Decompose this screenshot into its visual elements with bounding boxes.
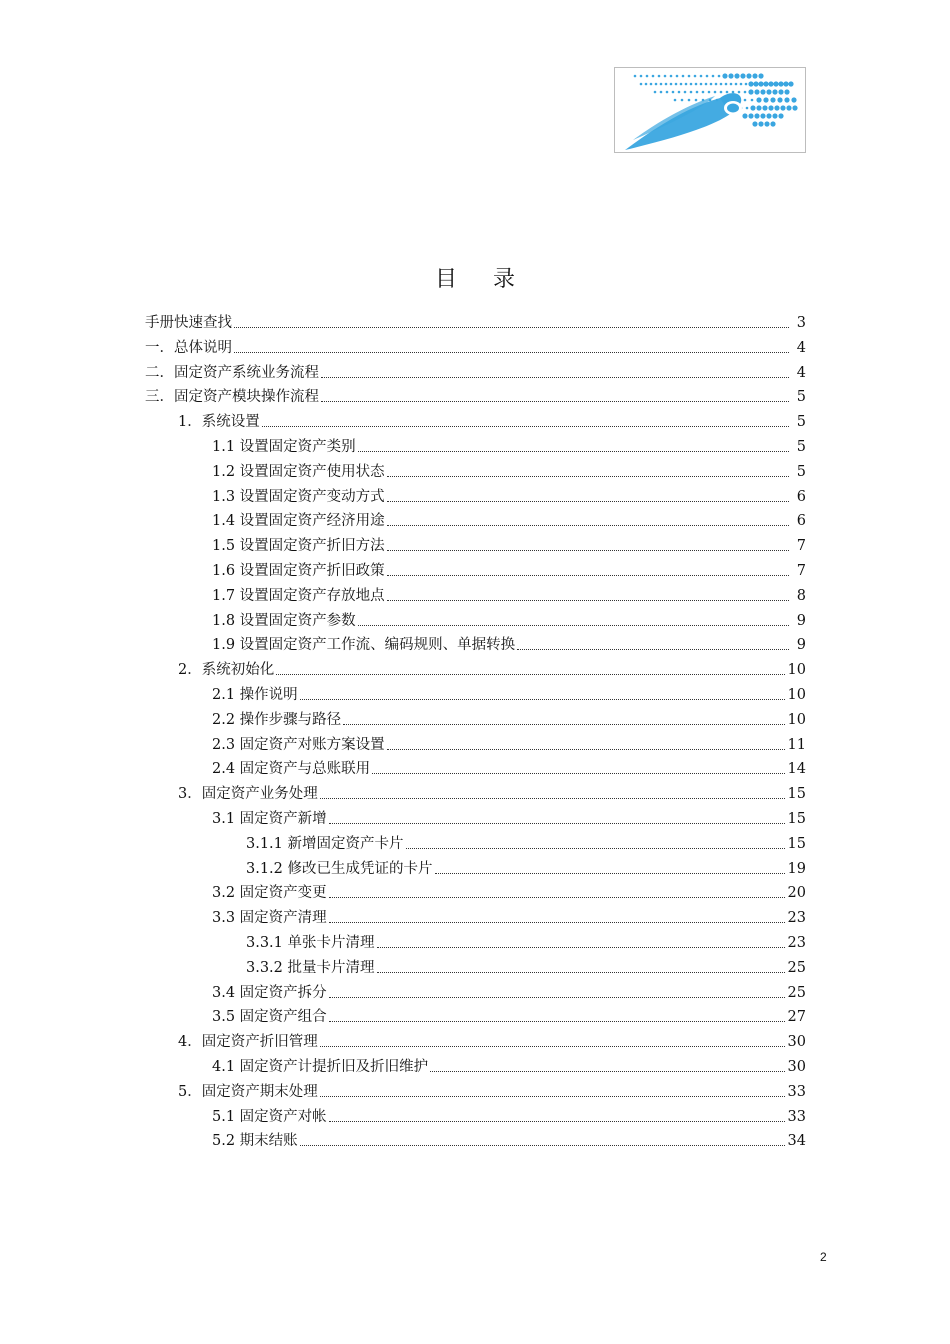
toc-leader-dots <box>387 550 789 551</box>
toc-entry-page: 33 <box>787 1108 806 1125</box>
toc-entry-page: 5 <box>796 389 806 406</box>
toc-entry-label: 三．固定资产模块操作流程 <box>145 389 319 406</box>
toc-entry-label: 1.2 设置固定资产使用状态 <box>212 463 385 480</box>
toc-entry-page: 23 <box>787 910 806 927</box>
company-logo <box>614 67 806 153</box>
toc-leader-dots <box>329 823 785 824</box>
toc-leader-dots <box>300 699 785 700</box>
toc-leader-dots <box>321 401 789 402</box>
toc-entry[interactable] <box>212 482 806 506</box>
toc-entry-page: 34 <box>787 1133 806 1150</box>
company-logo-star-runner-icon <box>615 68 805 152</box>
toc-entry[interactable] <box>212 754 806 778</box>
toc-entry[interactable] <box>212 1126 806 1150</box>
toc-entry-label: 一．总体说明 <box>145 339 232 356</box>
toc-entry-label: 3．固定资产业务处理 <box>178 786 318 803</box>
toc-entry-label: 1．系统设置 <box>178 414 260 431</box>
page-title: 目录 <box>434 267 551 292</box>
toc-entry-label: 2.2 操作步骤与路径 <box>212 711 342 728</box>
toc-entry[interactable] <box>212 903 806 927</box>
toc-entry[interactable] <box>212 581 806 605</box>
toc-entry-page: 14 <box>787 761 806 778</box>
toc-leader-dots <box>320 798 785 799</box>
toc-leader-dots <box>329 897 785 898</box>
toc-entry-label: 2.1 操作说明 <box>212 687 298 703</box>
toc-entry-label: 3.3.1 单张卡片清理 <box>246 935 375 951</box>
toc-entry-page: 7 <box>796 563 806 579</box>
toc-entry-page: 9 <box>796 612 806 629</box>
toc-entry[interactable] <box>212 630 806 654</box>
toc-entry-page: 30 <box>787 1034 806 1051</box>
toc-entry-page: 23 <box>787 935 806 951</box>
toc-entry-page: 7 <box>796 538 806 555</box>
toc-leader-dots <box>320 1096 785 1097</box>
toc-leader-dots <box>377 972 785 973</box>
toc-entry-label: 2.4 固定资产与总账联用 <box>212 761 371 778</box>
toc-entry-label: 2.3 固定资产对账方案设置 <box>212 736 385 753</box>
toc-leader-dots <box>343 724 784 725</box>
toc-entry[interactable] <box>212 878 806 902</box>
toc-leader-dots <box>430 1071 784 1072</box>
toc-entry-page: 5 <box>796 463 806 480</box>
toc-entry[interactable] <box>145 358 806 382</box>
toc-entry[interactable] <box>212 556 806 580</box>
toc-leader-dots <box>262 426 789 427</box>
toc-entry[interactable] <box>212 531 806 555</box>
toc-entry-label: 5．固定资产期末处理 <box>178 1083 318 1100</box>
toc-entry-label: 5.1 固定资产对帐 <box>212 1108 327 1125</box>
toc-entry-page: 25 <box>787 984 806 1001</box>
toc-entry[interactable] <box>212 705 806 729</box>
toc-entry-label: 二．固定资产系统业务流程 <box>145 364 319 381</box>
toc-entry-label: 2．系统初始化 <box>178 662 275 679</box>
toc-leader-dots <box>329 1121 785 1122</box>
toc-leader-dots <box>276 674 784 675</box>
toc-entry-page: 30 <box>787 1059 806 1075</box>
toc-entry-label: 1.5 设置固定资产折旧方法 <box>212 538 385 555</box>
toc-entry-page: 10 <box>787 662 806 679</box>
toc-entry[interactable] <box>212 1052 806 1076</box>
toc-entry[interactable] <box>212 432 806 456</box>
toc-entry-page: 9 <box>796 637 806 654</box>
toc-leader-dots <box>300 1145 785 1146</box>
toc-entry-label: 5.2 期末结账 <box>212 1133 298 1150</box>
toc-entry[interactable] <box>246 953 806 977</box>
toc-entry[interactable] <box>246 928 806 952</box>
toc-entry[interactable] <box>178 1077 806 1101</box>
toc-leader-dots <box>372 773 784 774</box>
toc-entry[interactable] <box>212 606 806 630</box>
toc-entry-label: 3.1 固定资产新增 <box>212 811 327 827</box>
toc-entry-label: 4．固定资产折旧管理 <box>178 1034 318 1051</box>
toc-entry-page: 10 <box>787 687 806 703</box>
toc-leader-dots <box>329 922 785 923</box>
toc-leader-dots <box>406 848 785 849</box>
toc-leader-dots <box>234 327 789 328</box>
toc-leader-dots <box>387 600 789 601</box>
toc-entry-page: 4 <box>796 339 806 356</box>
toc-entry-page: 6 <box>796 513 806 530</box>
toc-entry[interactable] <box>212 1102 806 1126</box>
toc-entry[interactable] <box>246 854 806 878</box>
toc-entry-label: 3.4 固定资产拆分 <box>212 984 327 1001</box>
toc-entry-page: 27 <box>787 1009 806 1026</box>
toc-leader-dots <box>387 525 789 526</box>
toc-entry[interactable] <box>178 1027 806 1051</box>
toc-entry-page: 20 <box>787 885 806 902</box>
toc-entry-page: 25 <box>787 959 806 976</box>
toc-entry-page: 19 <box>787 860 806 877</box>
toc-leader-dots <box>387 575 789 576</box>
toc-entry-label: 3.1.2 修改已生成凭证的卡片 <box>246 860 433 877</box>
toc-entry-page: 15 <box>787 835 806 852</box>
toc-entry[interactable] <box>212 730 806 754</box>
toc-leader-dots <box>329 1021 785 1022</box>
toc-entry-label: 3.3 固定资产清理 <box>212 910 327 927</box>
toc-leader-dots <box>387 749 785 750</box>
toc-entry-label: 3.2 固定资产变更 <box>212 885 327 902</box>
toc-entry[interactable] <box>212 978 806 1002</box>
toc-entry-page: 10 <box>787 711 806 728</box>
toc-entry-page: 33 <box>787 1083 806 1100</box>
toc-entry[interactable] <box>212 506 806 530</box>
toc-entry[interactable] <box>178 655 806 679</box>
toc-entry-page: 3 <box>796 315 806 331</box>
toc-entry-label: 4.1 固定资产计提折旧及折旧维护 <box>212 1059 429 1075</box>
toc-leader-dots <box>320 1046 785 1047</box>
toc-entry-page: 6 <box>796 488 806 505</box>
toc-entry-label: 1.3 设置固定资产变动方式 <box>212 488 385 505</box>
toc-leader-dots <box>234 352 789 353</box>
toc-entry-page: 4 <box>796 364 806 381</box>
toc-leader-dots <box>358 625 789 626</box>
toc-entry-page: 5 <box>796 414 806 431</box>
toc-entry[interactable] <box>178 779 806 803</box>
toc-entry-label: 1.1 设置固定资产类别 <box>212 439 356 455</box>
toc-entry-label: 1.8 设置固定资产参数 <box>212 612 356 629</box>
toc-leader-dots <box>329 997 785 998</box>
toc-entry-page: 5 <box>796 439 806 455</box>
toc-entry-label: 3.1.1 新增固定资产卡片 <box>246 835 404 852</box>
toc-entry-page: 15 <box>787 811 806 827</box>
toc-entry[interactable] <box>178 407 806 431</box>
toc-entry-label: 1.7 设置固定资产存放地点 <box>212 587 385 604</box>
toc-leader-dots <box>387 501 789 502</box>
toc-leader-dots <box>358 451 789 452</box>
toc-leader-dots <box>435 873 785 874</box>
toc-entry[interactable] <box>145 333 806 357</box>
toc-entry-label: 3.5 固定资产组合 <box>212 1009 327 1026</box>
toc-entry[interactable] <box>212 804 806 828</box>
toc-leader-dots <box>321 377 789 378</box>
toc-entry-page: 15 <box>787 786 806 803</box>
toc-entry[interactable] <box>246 829 806 853</box>
toc-entry[interactable] <box>212 1002 806 1026</box>
toc-entry-label: 3.3.2 批量卡片清理 <box>246 959 375 976</box>
toc-entry[interactable] <box>212 680 806 704</box>
toc-leader-dots <box>517 649 789 650</box>
toc-entry[interactable] <box>145 382 806 406</box>
toc-entry[interactable] <box>212 457 806 481</box>
toc-entry-page: 8 <box>796 587 806 604</box>
toc-entry-label: 1.9 设置固定资产工作流、编码规则、单据转换 <box>212 637 516 654</box>
toc-leader-dots <box>387 476 789 477</box>
toc-entry-page: 11 <box>787 736 806 753</box>
toc-entry-label: 手册快速查找 <box>145 315 232 331</box>
toc-entry-label: 1.6 设置固定资产折旧政策 <box>212 563 385 579</box>
toc-leader-dots <box>377 947 785 948</box>
toc-entry[interactable] <box>145 308 806 332</box>
toc-entry-label: 1.4 设置固定资产经济用途 <box>212 513 385 530</box>
page-number: 2 <box>820 1250 827 1264</box>
